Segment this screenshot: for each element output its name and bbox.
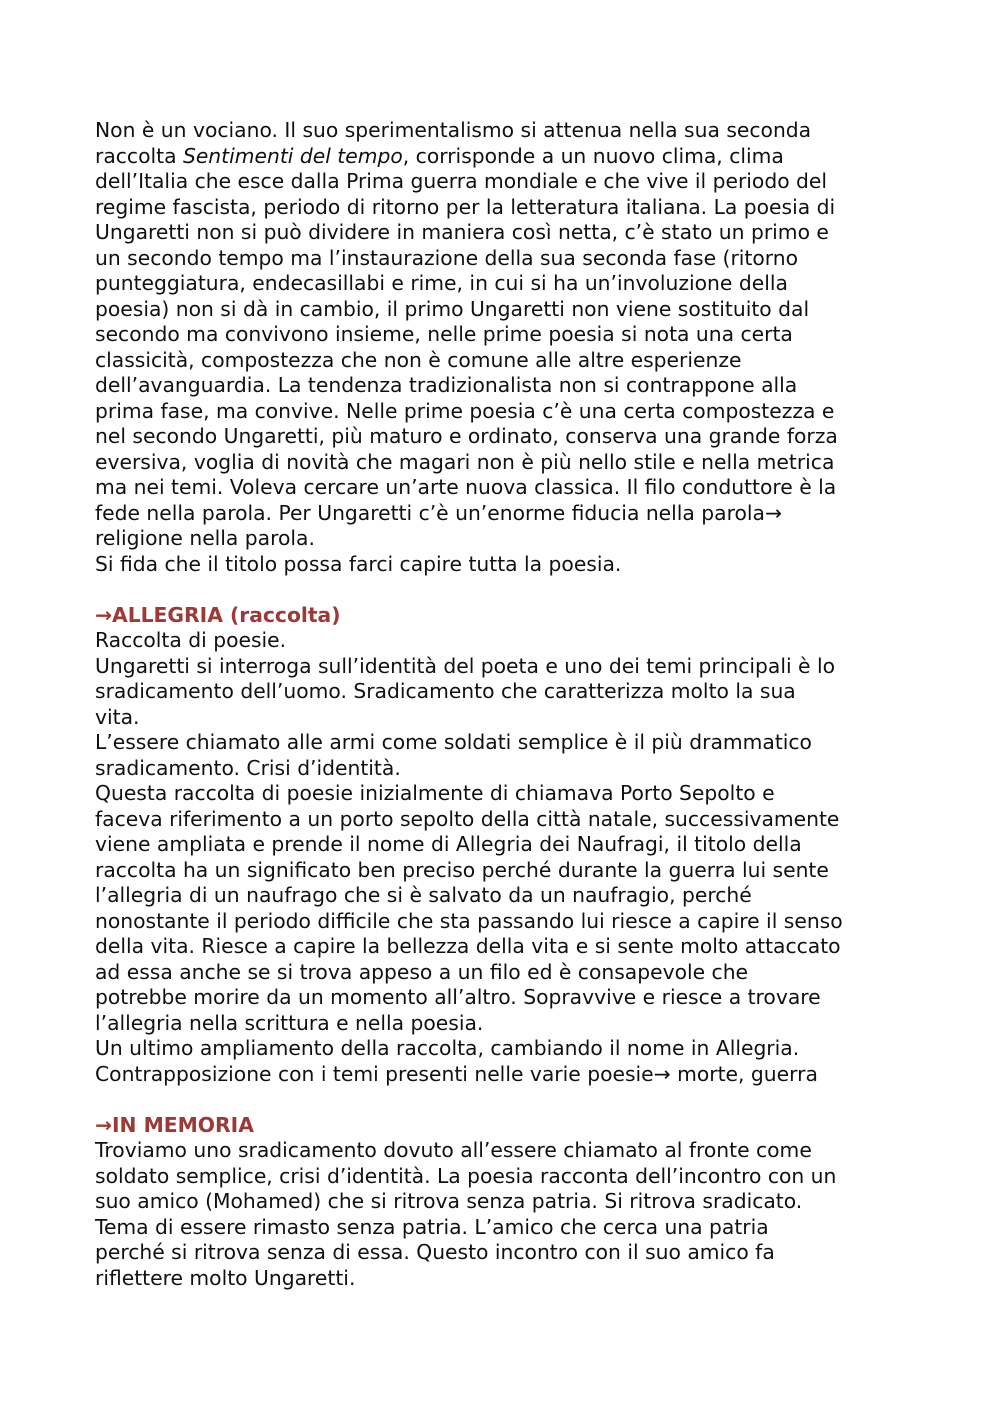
text-line: soldato semplice, crisi d’identità. La poesia racconta dell’incontro con un xyxy=(95,1163,837,1188)
text-line: dell’Italia che esce dalla Prima guerra mondiale e che vive il periodo del xyxy=(95,169,828,193)
text-line: suo amico (Mohamed) che si ritrova senza patria. Si ritrova sradicato. xyxy=(95,1189,803,1213)
text-line: Questa raccolta di poesie inizialmente di chiamava Porto Sepolto e xyxy=(95,781,775,805)
text-line: Non è un vociano. Il suo sperimentalismo si attenua nella sua seconda xyxy=(95,118,812,142)
text-line: nonostante il periodo difficile che sta passando lui riesce a capire il senso xyxy=(95,908,843,933)
text-line: Tema di essere rimasto senza patria. L’amico che cerca una patria xyxy=(95,1214,769,1239)
text-line: ma nei temi. Voleva cercare un’arte nuova classica. Il filo conduttore è la xyxy=(95,475,837,499)
book-title: Sentimenti del tempo xyxy=(182,143,403,168)
text-line: nel secondo Ungaretti, più maturo e ordinato, conserva una grande forza xyxy=(95,424,838,448)
spacer xyxy=(95,1087,915,1113)
text-line: Un ultimo ampliamento della raccolta, cambiando il nome in Allegria. xyxy=(95,1036,800,1060)
text-line: perché si ritrova senza di essa. Questo incontro con il suo amico fa xyxy=(95,1240,775,1264)
text-line: faceva riferimento a un porto sepolto della città natale, successivamente xyxy=(95,806,840,831)
text-line: Raccolta di poesie. xyxy=(95,628,287,652)
text-segment: , corrisponde a un nuovo clima, clima xyxy=(402,143,784,168)
text-line: Troviamo uno sradicamento dovuto all’essere chiamato al fronte come xyxy=(95,1138,812,1162)
text-line: vita. xyxy=(95,704,140,729)
section-heading: →IN MEMORIA xyxy=(95,1112,254,1137)
text-line: viene ampliata e prende il nome di Allegria dei Naufragi, il titolo della xyxy=(95,832,802,856)
section-heading: →ALLEGRIA (raccolta) xyxy=(95,602,341,627)
text-line: Si fida che il titolo possa farci capire tutta la poesia. xyxy=(95,551,622,576)
spacer xyxy=(95,577,915,603)
text-line: classicità, compostezza che non è comune alle altre esperienze xyxy=(95,347,742,372)
text-line: punteggiatura, endecasillabi e rime, in cui si ha un’involuzione della xyxy=(95,271,788,295)
text-line: Ungaretti si interroga sull’identità del poeta e uno dei temi principali è lo xyxy=(95,653,836,678)
text-line xyxy=(95,144,915,170)
document-page xyxy=(95,118,915,1291)
text-line: poesia) non si dà in cambio, il primo Ungaretti non viene sostituito dal xyxy=(95,296,810,321)
section-in-memoria xyxy=(95,1113,915,1292)
text-line: raccolta ha un significato ben preciso perché durante la guerra lui sente xyxy=(95,857,829,882)
text-line: un secondo tempo ma l’instaurazione della sua seconda fase (ritorno xyxy=(95,245,799,270)
text-line: prima fase, ma convive. Nelle prime poesia c’è una certa compostezza e xyxy=(95,398,835,423)
text-line: Contrapposizione con i temi presenti nelle varie poesie→ morte, guerra xyxy=(95,1061,818,1086)
text-segment: raccolta xyxy=(95,143,183,168)
text-line: sradicamento. Crisi d’identità. xyxy=(95,755,401,780)
text-line: dell’avanguardia. La tendenza tradizionalista non si contrappone alla xyxy=(95,373,798,397)
text-line: fede nella parola. Per Ungaretti c’è un’enorme fiducia nella parola→ xyxy=(95,500,782,525)
text-line: L’essere chiamato alle armi come soldati semplice è il più drammatico xyxy=(95,730,812,754)
text-line: riflettere molto Ungaretti. xyxy=(95,1265,356,1290)
text-line: potrebbe morire da un momento all’altro. Sopravvive e riesce a trovare xyxy=(95,985,821,1009)
text-line: secondo ma convivono insieme, nelle prime poesia si nota una certa xyxy=(95,322,793,346)
text-line: eversiva, voglia di novità che magari non è più nello stile e nella metrica xyxy=(95,449,835,474)
text-line: regime fascista, periodo di ritorno per la letteratura italiana. La poesia di xyxy=(95,194,836,219)
text-line: religione nella parola. xyxy=(95,526,315,550)
text-line: Ungaretti non si può dividere in maniera così netta, c’è stato un primo e xyxy=(95,220,829,244)
section-allegria xyxy=(95,603,915,1088)
intro-paragraph xyxy=(95,118,915,577)
text-line: l’allegria nella scrittura e nella poesia. xyxy=(95,1010,484,1035)
text-line: l’allegria di un naufrago che si è salvato da un naufragio, perché xyxy=(95,883,752,907)
text-line: sradicamento dell’uomo. Sradicamento che caratterizza molto la sua xyxy=(95,679,796,703)
text-line: ad essa anche se si trova appeso a un filo ed è consapevole che xyxy=(95,959,749,984)
text-line: della vita. Riesce a capire la bellezza della vita e si sente molto attaccato xyxy=(95,934,841,958)
